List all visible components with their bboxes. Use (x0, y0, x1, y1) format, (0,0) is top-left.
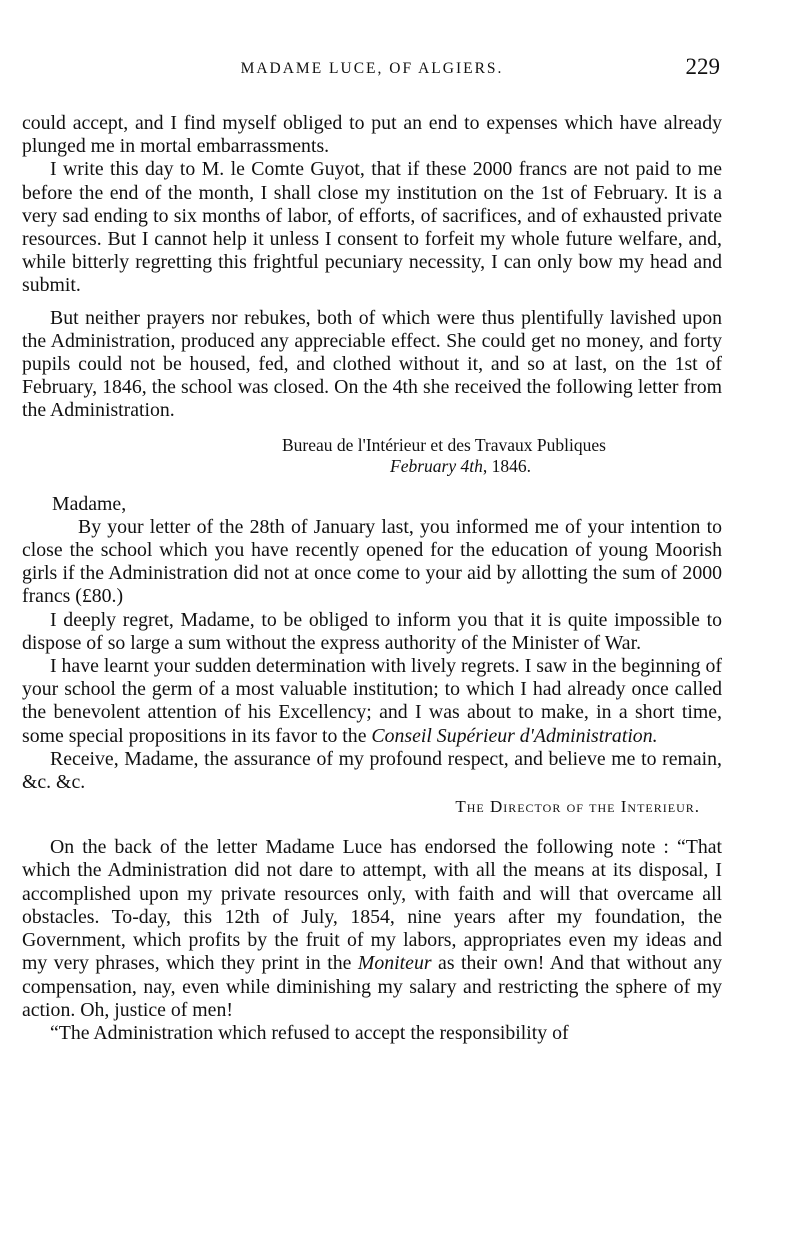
note-moniteur-italic: Moniteur (357, 952, 432, 975)
letter-salutation: Madame, (52, 492, 127, 515)
letter-date-italic: February 4th (390, 455, 483, 476)
running-head: MADAME LUCE, OF ALGIERS. (240, 60, 504, 77)
letter-paragraph-1: By your letter of the 28th of January last, you informed me of your intention to close the school which you have recently opened for the education of young Moorish girls if the Administration did not at once come to your aid by allotting the sum of 2000 francs (£80.) (22, 515, 722, 608)
paragraph-continuation: could accept, and I find myself obliged to put an end to expenses which have already plunged me in mortal embarrassments. (22, 112, 722, 158)
paragraph-comte-guyot: I write this day to M. le Comte Guyot, that if these 2000 francs are not paid to me before the end of the month, I shall close my institution on the 1st of February. It is a very sad ending to six months of labor, of efforts, of sacrifices, and of exhausted private resources. But I cannot help it unless I consent to forfeit my whole future welfare, and, while bitterly regretting this frightful pecuniary necessity, I can only bow my head and submit. (22, 158, 722, 297)
paragraph-school-closed: But neither prayers nor rebukes, both of which were thus plentifully lavished upon the Administration, produced any appreciable effect. She could get no money, and forty pupils could not be housed, fed, and clothed without it, and so at last, on the 1st of February, 1846, the school was closed. On the 4th she received the following letter from the Administration. (22, 306, 722, 422)
letter-date-year: , 1846. (482, 455, 531, 476)
letter-signature: The Director of the Interieur. (455, 797, 700, 817)
letter-conseil-italic: Conseil Supérieur d'Administration. (371, 724, 658, 747)
page-header (22, 54, 722, 84)
letter-heading (282, 435, 722, 477)
note-text-b: as their own! And that without any compensation, nay, even while diminishing my salary and restricting the sphere of my action. Oh, justice of men! (22, 952, 722, 1021)
book-page (22, 54, 722, 1045)
letter-paragraph-3 (22, 655, 722, 748)
letter-paragraph-3-text: I have learnt your sudden determination with lively regrets. I saw in the beginning of your school the germ of a most valuable institution; to which I had already once called the benevolent attention of his Excellency; and I was about to make, in a short time, some special propositions in its favor to the (22, 655, 722, 747)
letter-paragraph-4: Receive, Madame, the assurance of my profound respect, and believe me to remain, &c. &c. (22, 747, 722, 794)
letter-paragraph-2: I deeply regret, Madame, to be obliged to inform you that it is quite impossible to dispose of so large a sum without the express authority of the Minister of War. (22, 608, 722, 654)
paragraph-endorsed-note (22, 836, 722, 1022)
page-number: 229 (685, 54, 720, 79)
note-text-a: On the back of the letter Madame Luce has endorsed the following note : “That which the Administration did not dare to attempt, with all the means at its disposal, I accomplished upon my private resources only, with faith and will that overcame all obstacles. To-day, this 12th of July, 1854, nine years after my foundation, the Government, which profits by the fruit of my labors, appropriates even my ideas and my very phrases, which they print in the (22, 836, 722, 975)
letter-date (390, 456, 722, 477)
paragraph-administration-refused: “The Administration which refused to accept the responsibility of (50, 1021, 569, 1044)
letter-bureau: Bureau de l'Intérieur et des Travaux Publiques (282, 434, 606, 455)
